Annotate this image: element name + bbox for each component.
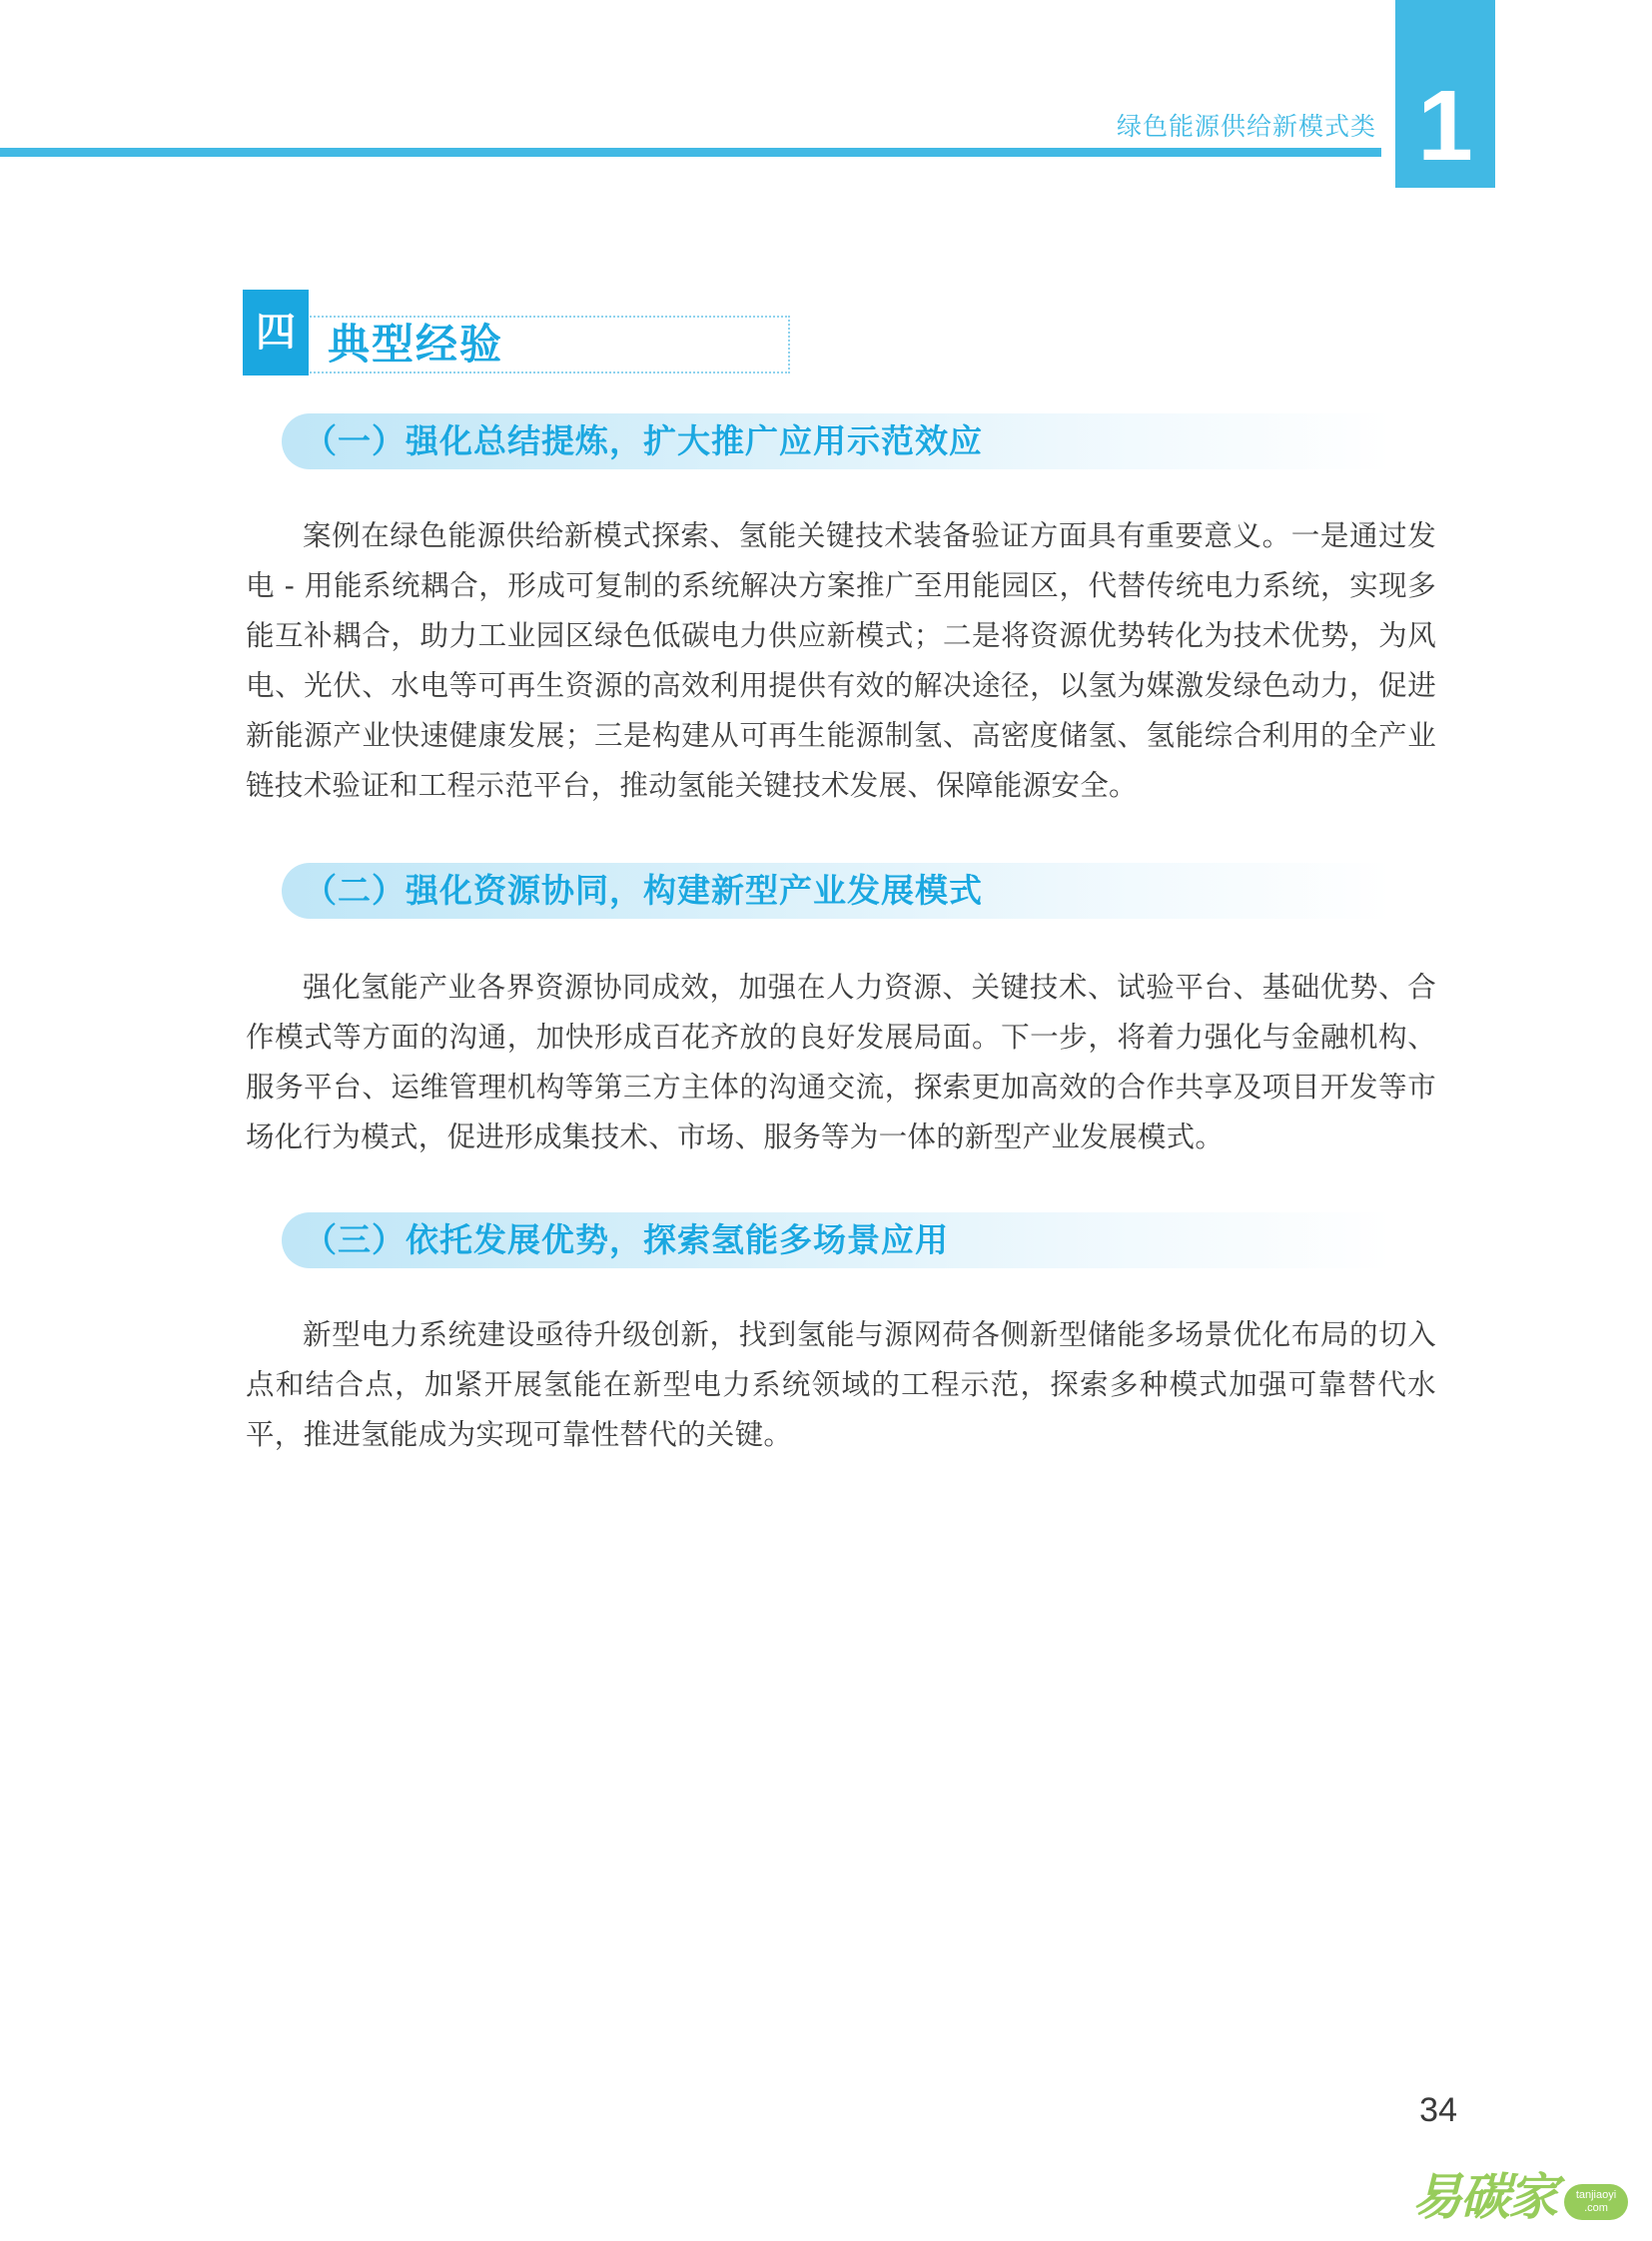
- chapter-tab: [1395, 0, 1495, 188]
- subsection-body-2: 强化氢能产业各界资源协同成效，加强在人力资源、关键技术、试验平台、基础优势、合作模式等方面的沟通，加快形成百花齐放的良好发展局面。下一步，将着力强化与金融机构、服务平台、运维管理机构等第三方主体的沟通交流，探索更加高效的合作共享及项目开发等市场化行为模式，促进形成集技术、市场、服务等为一体的新型产业发展模式。: [246, 971, 1436, 1153]
- subsection-heading-3: （三）依托发展优势，探索氢能多场景应用: [304, 1220, 949, 1259]
- subsection-heading-bar-2: [282, 863, 1392, 919]
- watermark-badge-line2: .com: [1584, 2202, 1608, 2214]
- subsection-heading-bar-1: [282, 413, 1392, 469]
- section-title: 典型经验: [328, 320, 504, 369]
- watermark-logo: [1412, 2162, 1632, 2234]
- watermark-badge: [1564, 2184, 1628, 2220]
- subsection-body-1: 案例在绿色能源供给新模式探索、氢能关键技术装备验证方面具有重要意义。一是通过发电 - 用能系统耦合，形成可复制的系统解决方案推广至用能园区，代替传统电力系统，实现多能互补耦合，助力工业园区绿色低碳电力供应新模式；二是将资源优势转化为技术优势，为风电、光伏、水电等可再生资源的高效利用提供有效的解决途径，以氢为媒激发绿色动力，促进新能源产业快速健康发展；三是构建从可再生能源制氢、高密度储氢、氢能综合利用的全产业链技术验证和工程示范平台，推动氢能关键技术发展、保障能源安全。: [246, 519, 1436, 802]
- subsection-heading-2: （二）强化资源协同，构建新型产业发展模式: [304, 871, 983, 910]
- header-rule: [0, 148, 1381, 157]
- chapter-number: 1: [1417, 70, 1473, 182]
- page-number: 34: [1419, 2091, 1457, 2129]
- subsection-heading-1: （一）强化总结提炼，扩大推广应用示范效应: [304, 421, 983, 460]
- watermark-text: 易碳家: [1412, 2168, 1556, 2226]
- subsection-heading-bar-3: [282, 1212, 1392, 1268]
- watermark-badge-line1: tanjiaoyi: [1575, 2189, 1617, 2201]
- subsection-body-3: 新型电力系统建设亟待升级创新，找到氢能与源网荷各侧新型储能多场景优化布局的切入点和结合点，加紧开展氢能在新型电力系统领域的工程示范，探索多种模式加强可靠替代水平，推进氢能成为实现可靠性替代的关键。: [246, 1318, 1436, 1451]
- section-title-frame: [243, 316, 790, 374]
- section-number: 四: [243, 290, 309, 375]
- category-title: 绿色能源供给新模式类: [1116, 112, 1376, 141]
